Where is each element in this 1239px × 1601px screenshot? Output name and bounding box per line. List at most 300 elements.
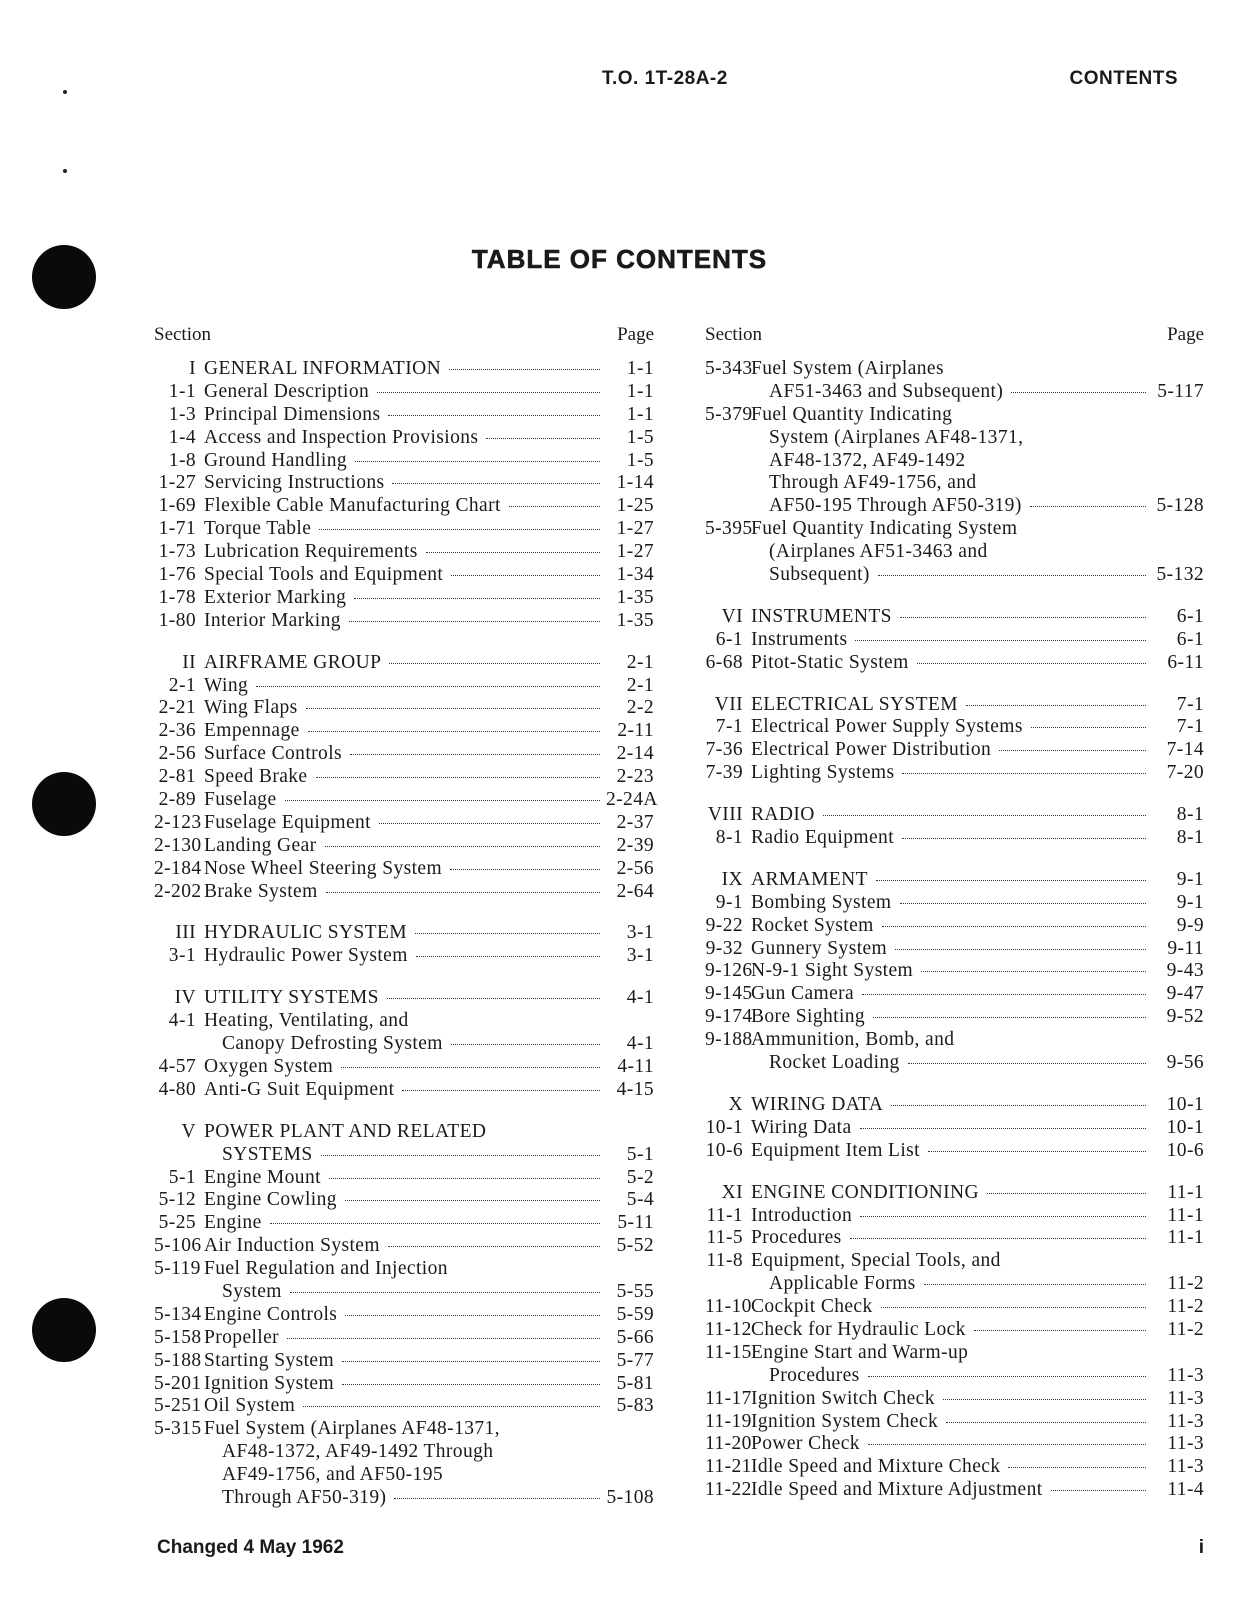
entry-text-wrap — [751, 1319, 1152, 1342]
dot-leader — [917, 663, 1146, 664]
page-reference: 2-37 — [616, 811, 654, 833]
toc-entry-line — [705, 1052, 1204, 1075]
dot-leader — [928, 1151, 1146, 1152]
toc-entry-line — [705, 983, 1204, 1006]
section-number: X — [728, 1093, 743, 1115]
entry-title: Radio Equipment — [751, 827, 895, 849]
entry-title: Equipment, Special Tools, and — [751, 1250, 1001, 1272]
page-reference: 9-47 — [1166, 983, 1204, 1005]
entry-number: 5-1 — [168, 1166, 196, 1188]
dot-leader — [270, 1223, 600, 1224]
toc-section-group — [154, 651, 658, 904]
entry-text-wrap — [204, 858, 606, 881]
page-reference: 1-5 — [626, 426, 654, 448]
entry-text-wrap — [751, 1094, 1152, 1117]
entry-number: 2-81 — [158, 766, 196, 788]
entry-title: Equipment Item List — [751, 1139, 920, 1161]
dot-leader — [308, 731, 600, 732]
entry-number: 6-68 — [705, 651, 743, 673]
entry-title: Gunnery System — [751, 937, 888, 959]
page-reference: 5-1 — [626, 1143, 654, 1165]
toc-entry-line — [705, 938, 1204, 961]
page-reference: 5-66 — [616, 1326, 654, 1348]
entry-number: 5-188 — [154, 1349, 202, 1371]
entry-title: Ignition System Check — [751, 1410, 939, 1432]
entry-text-wrap — [204, 743, 606, 766]
page-reference: 1-14 — [616, 472, 654, 494]
toc-section-group — [154, 922, 654, 968]
toc-entry-line — [154, 697, 654, 720]
toc-entry-line — [154, 858, 654, 881]
toc-section-line — [705, 1094, 1204, 1117]
entry-title: Servicing Instructions — [204, 472, 385, 494]
toc-entry-line — [705, 739, 1204, 762]
page-reference: 7-14 — [1166, 739, 1204, 761]
toc-entry-line — [154, 450, 654, 473]
entry-number: 5-106 — [154, 1235, 202, 1257]
toc-entry-line — [154, 1189, 654, 1212]
dot-leader — [349, 621, 600, 622]
entry-number: 1-27 — [158, 472, 196, 494]
entry-text-wrap — [204, 1212, 606, 1235]
toc-entry-line — [154, 945, 654, 968]
toc-entry-line — [154, 541, 654, 564]
page-reference: 7-1 — [1176, 716, 1204, 738]
dot-leader — [451, 575, 600, 576]
toc-entry-line — [154, 427, 654, 450]
toc-section-group — [705, 869, 1204, 1075]
punch-hole-middle — [32, 772, 96, 836]
entry-text-wrap — [204, 1079, 606, 1102]
toc-entry-line — [154, 1441, 654, 1464]
entry-text-wrap — [751, 1296, 1152, 1319]
dot-leader — [860, 1128, 1146, 1129]
scan-speck — [63, 90, 67, 94]
entry-number: 11-8 — [706, 1250, 743, 1272]
entry-number: 11-12 — [705, 1318, 752, 1340]
dot-leader — [326, 892, 600, 893]
entry-number: 2-184 — [154, 857, 202, 879]
entry-text-wrap — [751, 1273, 1152, 1296]
entry-title: AF48-1372, AF49-1492 — [769, 449, 966, 471]
page-reference: 1-1 — [626, 380, 654, 402]
entry-number: 1-8 — [168, 449, 196, 471]
toc-entry-line — [154, 1212, 654, 1235]
entry-text-wrap — [204, 358, 606, 381]
entry-title: Through AF49-1756, and — [769, 472, 977, 494]
entry-title: Fuel System (Airplanes — [751, 358, 944, 379]
entry-title: Brake System — [204, 880, 318, 902]
toc-entry-line — [705, 427, 1204, 450]
toc-section-line — [154, 987, 654, 1010]
toc-entry-line — [154, 1350, 654, 1373]
dot-leader — [342, 1361, 600, 1362]
entry-number: 11-5 — [706, 1227, 743, 1249]
page-reference: 5-52 — [616, 1235, 654, 1257]
dot-leader — [379, 823, 600, 824]
header-contents-label: CONTENTS — [1069, 68, 1178, 89]
entry-text-wrap — [751, 358, 1152, 381]
page-reference: 11-3 — [1167, 1433, 1204, 1455]
page-reference: 3-1 — [626, 922, 654, 944]
entry-number: 11-22 — [705, 1479, 752, 1501]
page-reference: 11-3 — [1167, 1456, 1204, 1478]
entry-number: 5-119 — [154, 1258, 201, 1280]
entry-title: Fuselage — [204, 789, 277, 811]
entry-text-wrap — [751, 827, 1152, 850]
toc-entry-line — [154, 1395, 654, 1418]
entry-title: AF49-1756, and AF50-195 — [222, 1464, 443, 1486]
entry-number: 2-56 — [158, 743, 196, 765]
entry-number: 5-25 — [158, 1212, 196, 1234]
page-reference: 6-11 — [1167, 651, 1204, 673]
toc-entry-line — [705, 915, 1204, 938]
entry-number: 9-1 — [715, 891, 743, 913]
entry-number: 9-126 — [705, 960, 753, 982]
entry-title: Anti-G Suit Equipment — [204, 1078, 395, 1100]
entry-number: 7-39 — [705, 762, 743, 784]
section-title: AIRFRAME GROUP — [204, 651, 382, 673]
page-reference: 2-2 — [626, 697, 654, 719]
entry-title: Hydraulic Power System — [204, 945, 408, 967]
entry-title: Nose Wheel Steering System — [204, 857, 443, 879]
entry-number: 2-89 — [158, 789, 196, 811]
dot-leader — [850, 1238, 1146, 1239]
entry-text-wrap — [204, 404, 606, 427]
entry-title: Torque Table — [204, 518, 312, 540]
scan-speck — [63, 169, 67, 173]
toc-right-column — [705, 322, 1204, 1521]
entry-title: Gun Camera — [751, 983, 855, 1005]
dot-leader — [394, 1498, 600, 1499]
entry-text-wrap — [204, 1304, 606, 1327]
dot-leader — [900, 617, 1146, 618]
toc-entry-line — [705, 472, 1204, 495]
dot-leader — [1051, 1490, 1146, 1491]
toc-entry-line — [154, 1010, 654, 1033]
entry-number: 1-76 — [158, 564, 196, 586]
toc-section-line — [154, 922, 654, 945]
dot-leader — [823, 815, 1146, 816]
toc-entry-line — [154, 518, 654, 541]
toc-entry-line — [705, 1342, 1204, 1365]
entry-title: Oxygen System — [204, 1055, 334, 1077]
entry-text-wrap — [751, 694, 1152, 717]
dot-leader — [402, 1090, 600, 1091]
toc-entry-line — [154, 743, 654, 766]
dot-leader — [966, 705, 1146, 706]
page-reference: 2-1 — [626, 651, 654, 673]
entry-number: 5-201 — [154, 1372, 202, 1394]
entry-number: 5-395 — [705, 518, 753, 540]
entry-text-wrap — [204, 1121, 606, 1144]
entry-text-wrap — [204, 1010, 606, 1033]
toc-entry-line — [154, 495, 654, 518]
toc-entry-line — [705, 1411, 1204, 1434]
entry-text-wrap — [204, 1167, 606, 1190]
entry-title: Through AF50-319) — [222, 1486, 387, 1508]
dot-leader — [860, 1216, 1146, 1217]
dot-leader — [416, 956, 600, 957]
page-reference: 2-11 — [617, 720, 654, 742]
toc-entry-line — [705, 1388, 1204, 1411]
entry-number: 4-80 — [158, 1078, 196, 1100]
entry-text-wrap — [204, 1395, 606, 1418]
entry-text-wrap — [751, 869, 1152, 892]
dot-leader — [350, 754, 600, 755]
entry-text-wrap — [204, 472, 606, 495]
toc-entry-line — [154, 835, 654, 858]
page-reference: 7-20 — [1166, 762, 1204, 784]
page-reference: 5-132 — [1156, 564, 1204, 586]
toc-entry-line — [705, 1456, 1204, 1479]
entry-text-wrap — [751, 404, 1152, 427]
entry-text-wrap — [751, 1140, 1152, 1163]
entry-text-wrap — [204, 381, 606, 404]
page-reference: 11-1 — [1167, 1181, 1204, 1203]
dot-leader — [878, 575, 1146, 576]
page-reference: 5-77 — [616, 1349, 654, 1371]
entry-text-wrap — [751, 1250, 1152, 1273]
entry-number: 5-379 — [705, 403, 753, 425]
dot-leader — [321, 1155, 600, 1156]
page-reference: 11-3 — [1167, 1387, 1204, 1409]
toc-entry-line — [705, 381, 1204, 404]
entry-text-wrap — [204, 1033, 606, 1056]
page-reference: 4-1 — [626, 987, 654, 1009]
entry-title: Fuel Quantity Indicating — [751, 403, 953, 425]
entry-number: 9-145 — [705, 983, 753, 1005]
dot-leader — [426, 552, 600, 553]
toc-entry-line — [705, 1365, 1204, 1388]
toc-entry-line — [705, 495, 1204, 518]
entry-number: 4-1 — [168, 1010, 196, 1032]
toc-entry-line — [154, 675, 654, 698]
entry-number: 1-73 — [158, 541, 196, 563]
entry-number: 8-1 — [715, 827, 743, 849]
dot-leader — [388, 1246, 600, 1247]
toc-entry-line — [154, 881, 654, 904]
dot-leader — [881, 1307, 1146, 1308]
dot-leader — [319, 529, 600, 530]
dot-leader — [1031, 727, 1146, 728]
page-reference: 5-81 — [616, 1372, 654, 1394]
entry-title: Instruments — [751, 628, 848, 650]
page-reference: 9-1 — [1176, 891, 1204, 913]
page-reference: 4-15 — [616, 1078, 654, 1100]
toc-entry-line — [705, 404, 1204, 427]
entry-title: Principal Dimensions — [204, 403, 381, 425]
entry-text-wrap — [204, 1258, 606, 1281]
entry-text-wrap — [751, 892, 1152, 915]
entry-text-wrap — [751, 1052, 1152, 1075]
entry-title: Speed Brake — [204, 766, 308, 788]
toc-entry-line — [705, 827, 1204, 850]
entry-text-wrap — [204, 495, 606, 518]
dot-leader — [946, 1422, 1146, 1423]
entry-title: Ignition Switch Check — [751, 1387, 935, 1409]
toc-entry-line — [154, 1304, 654, 1327]
toc-entry-line — [154, 789, 658, 812]
dot-leader — [354, 598, 600, 599]
dot-leader — [316, 777, 601, 778]
entry-number: 7-36 — [705, 739, 743, 761]
entry-text-wrap — [204, 1350, 606, 1373]
entry-text-wrap — [204, 1487, 606, 1510]
entry-text-wrap — [751, 518, 1152, 541]
section-title: WIRING DATA — [751, 1093, 884, 1115]
entry-text-wrap — [751, 716, 1152, 739]
page-reference: 1-27 — [616, 541, 654, 563]
toc-entry-line — [154, 587, 654, 610]
entry-number: 2-36 — [158, 720, 196, 742]
entry-text-wrap — [751, 1117, 1152, 1140]
page-reference: 5-128 — [1156, 495, 1204, 517]
toc-entry-line — [154, 1373, 654, 1396]
entry-title: AF48-1372, AF49-1492 Through — [222, 1441, 494, 1463]
dot-leader — [891, 1105, 1146, 1106]
page-reference: 10-1 — [1166, 1116, 1204, 1138]
page-reference: 1-34 — [616, 564, 654, 586]
entry-title: Engine Controls — [204, 1303, 338, 1325]
section-number: IX — [721, 868, 743, 890]
dot-leader — [902, 838, 1146, 839]
entry-text-wrap — [204, 450, 606, 473]
entry-title: Exterior Marking — [204, 586, 347, 608]
section-title: POWER PLANT AND RELATED — [204, 1120, 487, 1142]
dot-leader — [862, 994, 1146, 995]
dot-leader — [355, 461, 600, 462]
toc-section-group — [705, 606, 1204, 675]
dot-leader — [341, 1067, 600, 1068]
entry-number: 1-4 — [168, 426, 196, 448]
entry-title: Subsequent) — [769, 564, 870, 586]
toc-entry-line — [705, 450, 1204, 473]
entry-title: AF51-3463 and Subsequent) — [769, 380, 1004, 402]
entry-title: Procedures — [751, 1227, 842, 1249]
entry-text-wrap — [751, 1006, 1152, 1029]
dot-leader — [329, 1178, 600, 1179]
page-reference: 3-1 — [626, 945, 654, 967]
page-reference: 5-11 — [617, 1212, 654, 1234]
page-reference: 1-1 — [626, 358, 654, 379]
entry-title: Pitot-Static System — [751, 651, 909, 673]
dot-leader — [388, 415, 600, 416]
entry-title: Lighting Systems — [751, 762, 895, 784]
toc-section-group — [154, 1121, 654, 1510]
page-title: TABLE OF CONTENTS — [471, 244, 768, 274]
entry-text-wrap — [751, 739, 1152, 762]
dot-leader — [1030, 506, 1146, 507]
entry-text-wrap — [751, 381, 1152, 404]
toc-section-group — [705, 358, 1204, 587]
page-reference: 2-64 — [616, 880, 654, 902]
entry-number: 5-343 — [705, 358, 753, 379]
toc-section-group — [705, 694, 1204, 786]
section-title: SYSTEMS — [222, 1143, 313, 1165]
toc-section-line — [705, 694, 1204, 717]
toc-entry-line — [154, 404, 654, 427]
dot-leader — [290, 1292, 600, 1293]
entry-text-wrap — [751, 629, 1152, 652]
entry-text-wrap — [204, 1144, 606, 1167]
entry-text-wrap — [751, 938, 1152, 961]
entry-title: (Airplanes AF51-3463 and — [769, 541, 988, 563]
entry-text-wrap — [751, 1411, 1152, 1434]
page-reference: 2-1 — [626, 674, 654, 696]
entry-number: 11-17 — [705, 1387, 752, 1409]
dot-leader — [987, 1193, 1146, 1194]
page-reference: 5-117 — [1157, 380, 1204, 402]
entry-text-wrap — [751, 762, 1152, 785]
toc-entry-line — [705, 1029, 1204, 1052]
dot-leader — [855, 640, 1146, 641]
toc-entry-line — [154, 1258, 654, 1281]
entry-title: Starting System — [204, 1349, 335, 1371]
entry-text-wrap — [204, 835, 606, 858]
dot-leader — [921, 971, 1146, 972]
toc-section-line — [154, 358, 654, 381]
entry-text-wrap — [751, 1205, 1152, 1228]
entry-text-wrap — [751, 1388, 1152, 1411]
page-number: i — [1198, 1537, 1204, 1558]
toc-entry-line — [705, 716, 1204, 739]
entry-text-wrap — [751, 1433, 1152, 1456]
entry-title: Empennage — [204, 720, 300, 742]
page-reference: 10-6 — [1166, 1139, 1204, 1161]
dot-leader — [287, 1338, 600, 1339]
dot-leader — [974, 1330, 1146, 1331]
page-reference: 1-27 — [616, 518, 654, 540]
page-reference: 9-11 — [1167, 937, 1204, 959]
page-reference: 2-14 — [616, 743, 654, 765]
entry-title: Flexible Cable Manufacturing Chart — [204, 495, 501, 517]
entry-text-wrap — [751, 1029, 1152, 1052]
toc-section-line — [705, 869, 1204, 892]
entry-text-wrap — [204, 652, 606, 675]
entry-title: System (Airplanes AF48-1371, — [769, 426, 1024, 448]
page-reference: 5-55 — [616, 1280, 654, 1302]
toc-section-line — [154, 1144, 654, 1167]
entry-title: Canopy Defrosting System — [222, 1033, 443, 1055]
dot-leader — [392, 483, 600, 484]
page-reference: 9-56 — [1166, 1052, 1204, 1074]
page-column-label: Page — [617, 324, 654, 345]
section-column-label: Section — [154, 324, 211, 345]
dot-leader — [345, 1315, 600, 1316]
dot-leader — [876, 880, 1146, 881]
dot-leader — [325, 846, 600, 847]
page-reference: 2-24A — [606, 789, 658, 811]
page-reference: 5-2 — [626, 1166, 654, 1188]
toc-entry-line — [705, 1296, 1204, 1319]
entry-number: 1-3 — [168, 403, 196, 425]
change-date: Changed 4 May 1962 — [157, 1537, 344, 1558]
dot-leader — [1011, 392, 1146, 393]
entry-number: 9-22 — [705, 914, 743, 936]
entry-text-wrap — [204, 610, 606, 633]
entry-number: 1-1 — [168, 380, 196, 402]
entry-number: 3-1 — [168, 945, 196, 967]
entry-text-wrap — [204, 1056, 606, 1079]
dot-leader — [256, 686, 600, 687]
toc-entry-line — [705, 629, 1204, 652]
page-reference: 2-56 — [616, 857, 654, 879]
toc-entry-line — [705, 1140, 1204, 1163]
page-reference: 11-1 — [1167, 1204, 1204, 1226]
dot-leader — [345, 1200, 600, 1201]
page-reference: 5-83 — [616, 1395, 654, 1417]
